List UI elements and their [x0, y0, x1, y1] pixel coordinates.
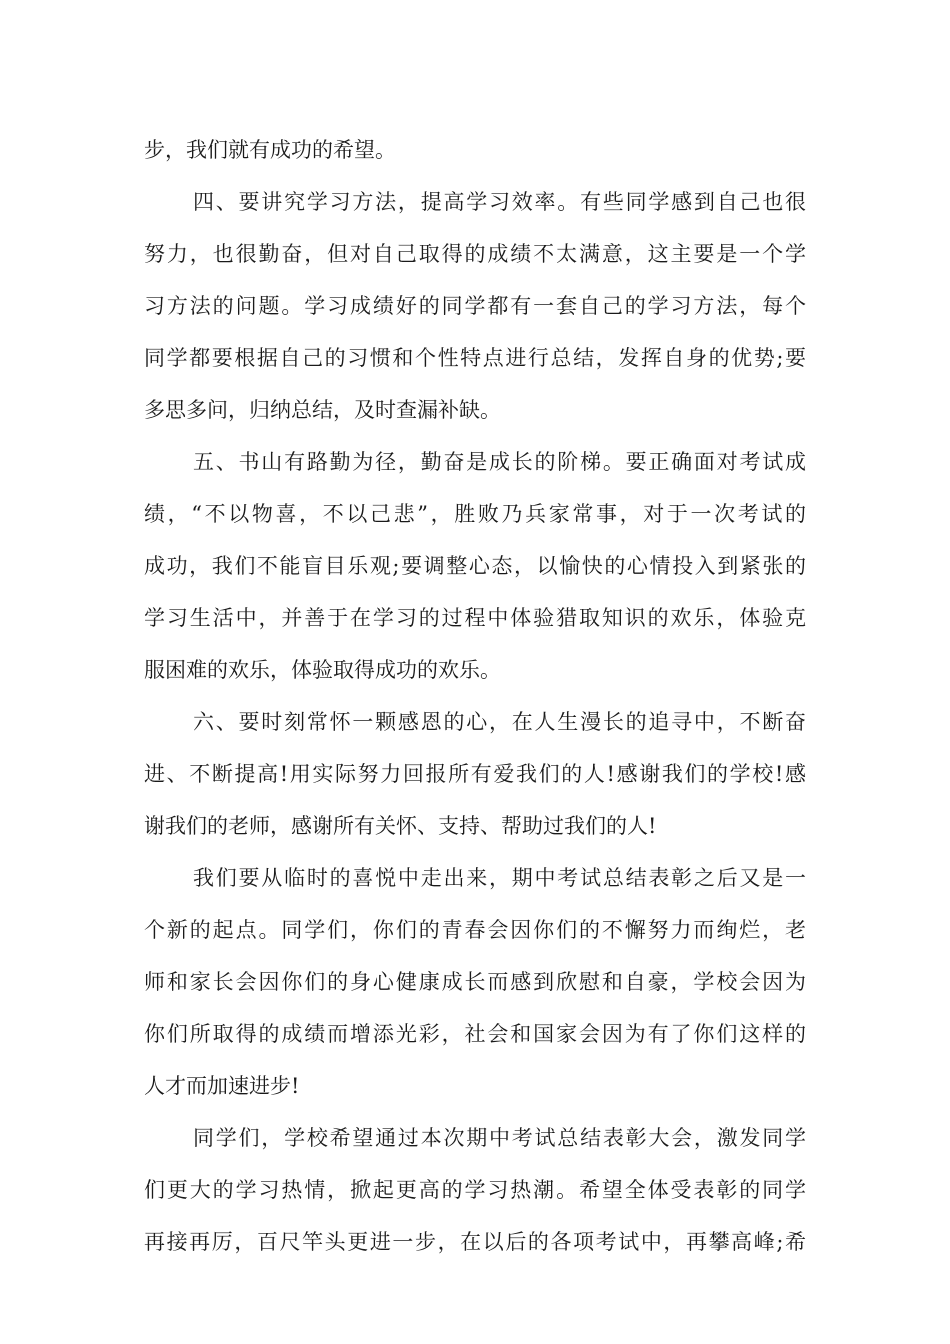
text-line-content: 人才而加速进步! [144, 1074, 300, 1098]
text-line-content: 四、要讲究学习方法，提高学习效率。有些同学感到自己也很 [193, 190, 806, 214]
text-line-content: 同学们，学校希望通过本次期中考试总结表彰大会，激发同学 [193, 1126, 806, 1150]
text-line-content: 我们要从临时的喜悦中走出来，期中考试总结表彰之后又是一 [193, 866, 806, 890]
text-line [0, 904, 950, 956]
text-line [0, 696, 950, 748]
text-line-content: 成功，我们不能盲目乐观;要调整心态，以愉快的心情投入到紧张的 [144, 554, 806, 578]
text-line [0, 1060, 950, 1112]
text-line-content: 习方法的问题。学习成绩好的同学都有一套自己的学习方法，每个 [144, 294, 806, 318]
text-line [0, 956, 950, 1008]
text-line-content: 师和家长会因你们的身心健康成长而感到欣慰和自豪，学校会因为 [144, 970, 806, 994]
text-line [0, 800, 950, 852]
text-line [0, 176, 950, 228]
text-line-content: 谢我们的老师，感谢所有关怀、支持、帮助过我们的人! [144, 814, 657, 838]
text-line [0, 1216, 950, 1268]
text-line [0, 280, 950, 332]
text-line-content: 五、书山有路勤为径，勤奋是成长的阶梯。要正确面对考试成 [193, 450, 806, 474]
text-line [0, 1112, 950, 1164]
text-line [0, 124, 950, 176]
text-line-content: 服困难的欢乐，体验取得成功的欢乐。 [144, 658, 501, 682]
text-line-content: 同学都要根据自己的习惯和个性特点进行总结，发挥自身的优势;要 [144, 346, 806, 370]
text-line-content: 步，我们就有成功的希望。 [144, 138, 396, 162]
text-line-content: 六、要时刻常怀一颗感恩的心，在人生漫长的追寻中，不断奋 [193, 710, 806, 734]
text-line-content: 学习生活中，并善于在学习的过程中体验猎取知识的欢乐，体验克 [144, 606, 806, 630]
text-line [0, 540, 950, 592]
text-line-content: 们更大的学习热情，掀起更高的学习热潮。希望全体受表彰的同学 [144, 1178, 806, 1202]
text-line [0, 488, 950, 540]
text-line [0, 436, 950, 488]
text-line [0, 1008, 950, 1060]
text-line-content: 努力，也很勤奋，但对自己取得的成绩不太满意，这主要是一个学 [144, 242, 806, 266]
text-line-content: 多思多问，归纳总结，及时查漏补缺。 [144, 398, 501, 422]
text-line-content: 再接再厉，百尺竿头更进一步，在以后的各项考试中，再攀高峰;希 [144, 1230, 806, 1254]
text-line-content: 个新的起点。同学们，你们的青春会因你们的不懈努力而绚烂，老 [144, 918, 806, 942]
text-line [0, 1164, 950, 1216]
text-line-content: 绩，“不以物喜，不以己悲”，胜败乃兵家常事，对于一次考试的 [144, 502, 806, 526]
text-line [0, 592, 950, 644]
text-line [0, 748, 950, 800]
text-line [0, 384, 950, 436]
text-line [0, 332, 950, 384]
text-line [0, 228, 950, 280]
text-line [0, 644, 950, 696]
text-line [0, 852, 950, 904]
text-line-content: 你们所取得的成绩而增添光彩，社会和国家会因为有了你们这样的 [144, 1022, 806, 1046]
text-line-content: 进、不断提高!用实际努力回报所有爱我们的人!感谢我们的学校!感 [144, 762, 806, 786]
